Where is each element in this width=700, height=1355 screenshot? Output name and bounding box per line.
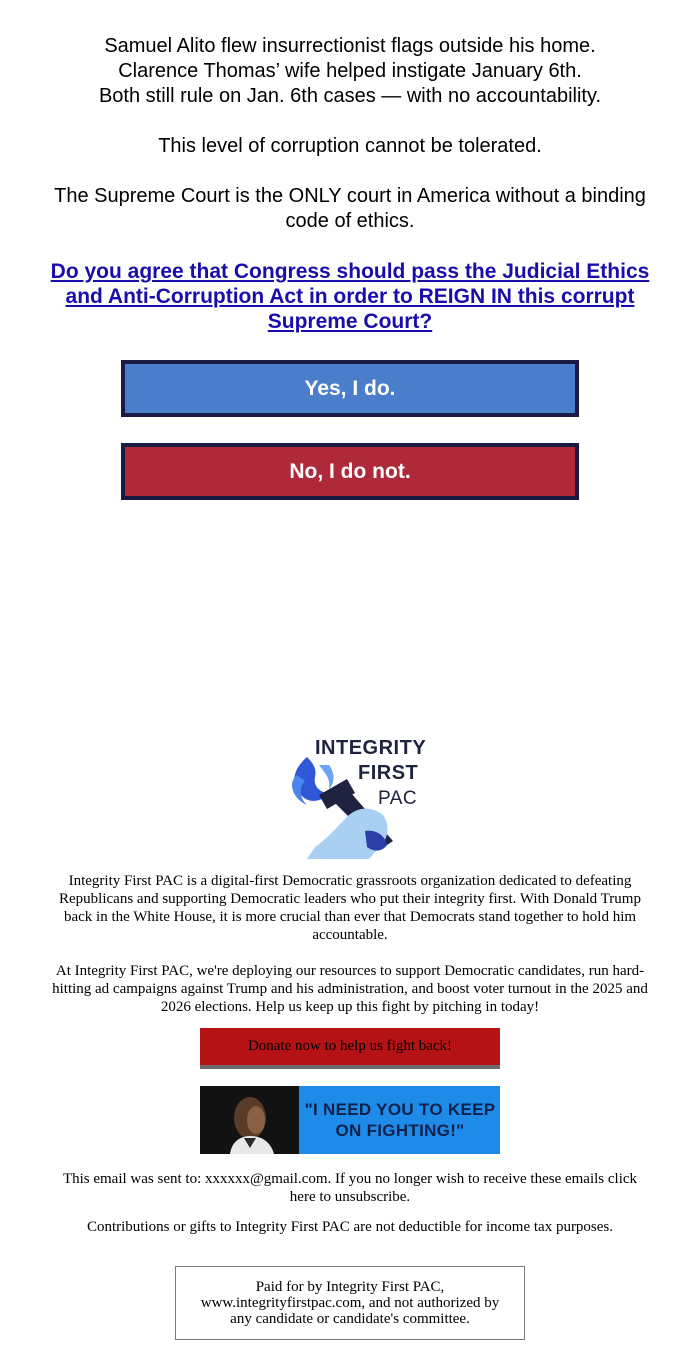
fighting-banner[interactable] [200,1086,500,1154]
yes-button[interactable]: Yes, I do. [121,360,579,417]
pac-description [52,872,648,1034]
thomas-text: Clarence Thomas’ wife helped instigate January 6th. [118,60,582,82]
accountability-text: Both still rule on Jan. 6th cases — with no accountability. [98,85,602,107]
contribution-disclaimer: Contributions or gifts to Integrity First PAC are not deductible for income tax purposes. [86,1219,614,1235]
no-button[interactable]: No, I do not. [121,443,579,500]
description-paragraph-1: Integrity First PAC is a digital-first Democratic grassroots organization dedicated to defeating Republicans and supporting Democratic leaders who put their integrity first. With Donald Trump back in the White House, it is more crucial than ever that Democrats stand together to hold him accountable. [59,873,641,943]
alito-text: Samuel Alito flew insurrectionist flags outside his home. [104,35,596,57]
ethics-text: The Supreme Court is the ONLY court in America without a binding code of ethics. [54,185,646,232]
survey-question-link[interactable]: Do you agree that Congress should pass the Judicial Ethics and Anti-Corruption Act in order to REIGN IN this corrupt Supreme Court? [50,260,650,333]
corruption-text: This level of corruption cannot be tolerated. [158,135,542,157]
sent-to-notice: This email was sent to: xxxxxx@gmail.com. If you no longer wish to receive these emails click here to unsubscribe. [62,1171,638,1205]
logo-line-pac: PAC [378,788,418,809]
donate-button[interactable]: Donate now to help us fight back! [200,1028,500,1069]
logo-line-first: FIRST [358,762,419,784]
banner-quote: "I NEED YOU TO KEEP ON FIGHTING!" [304,1100,496,1140]
email-intro [40,34,660,334]
speaker-photo [200,1086,299,1154]
pac-logo-text [315,736,426,811]
paid-for-disclaimer: Paid for by Integrity First PAC, www.integrityfirstpac.com, and not authorized by any candidate or candidate's committee. [175,1266,525,1340]
description-paragraph-2: At Integrity First PAC, we're deploying our resources to support Democratic candidates, run hard-hitting ad campaigns against Trump and his administration, and boost voter turnout in the 2025 and 2026 elections. Help us keep up this fight by pitching in today! [52,963,648,1015]
logo-line-integrity: INTEGRITY [315,737,427,759]
